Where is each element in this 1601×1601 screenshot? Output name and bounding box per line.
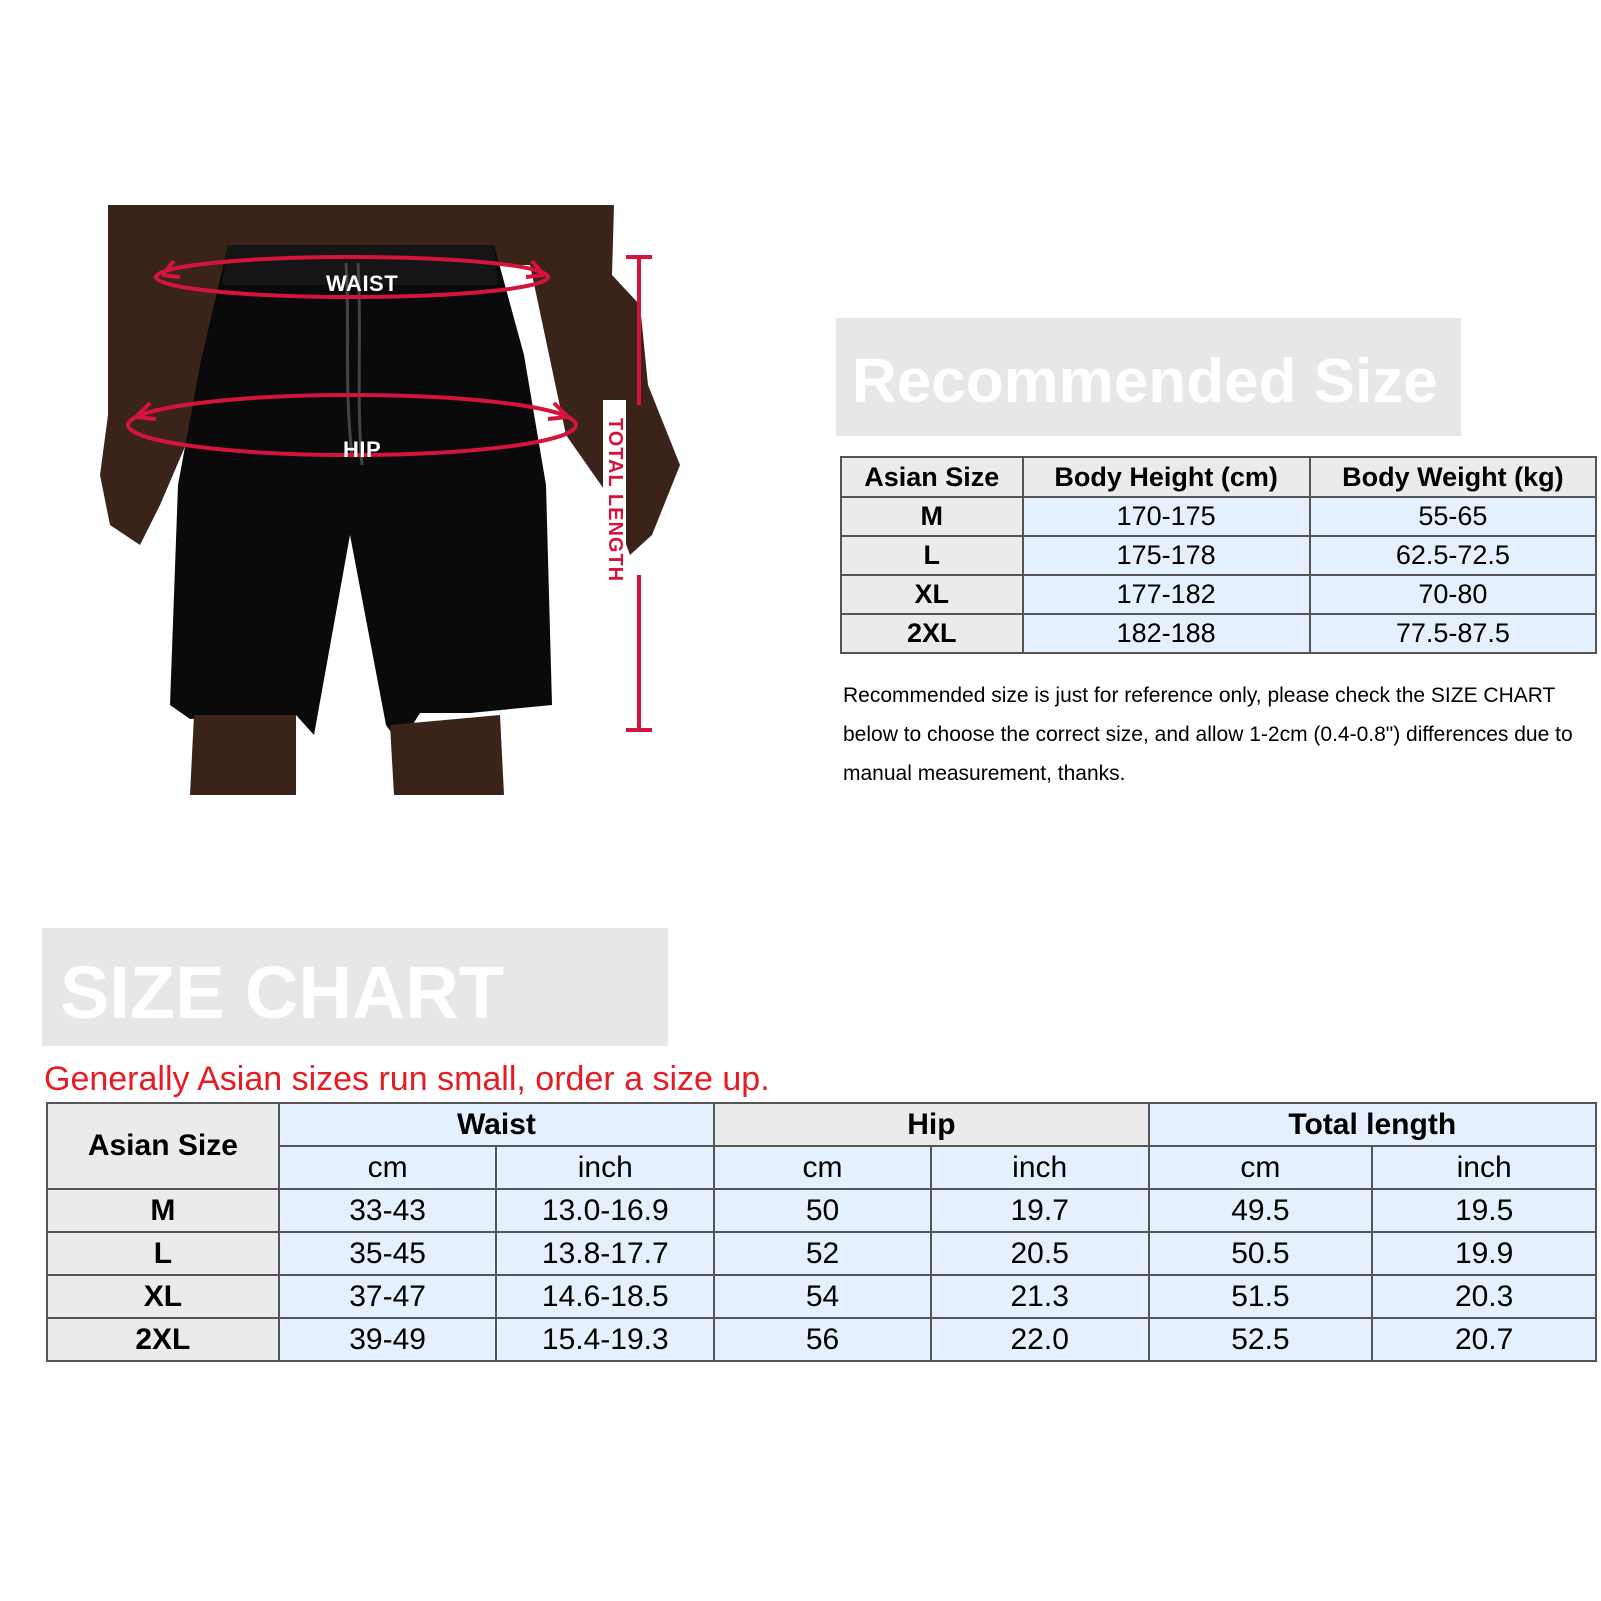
waist-label: WAIST xyxy=(326,271,399,296)
value-cell: 20.5 xyxy=(931,1232,1149,1275)
left-leg xyxy=(190,715,296,795)
unit-header: cm xyxy=(279,1146,497,1189)
header-hip: Hip xyxy=(714,1103,1148,1146)
recommended-size-note: Recommended size is just for reference only, please check the SIZE CHART below to choose the correct size, and allow 1-2cm (0.4-0.8") differences due to manual measurement, thanks. xyxy=(843,684,1573,785)
height-cell: 177-182 xyxy=(1023,575,1310,614)
value-cell: 20.7 xyxy=(1372,1318,1596,1361)
unit-header: inch xyxy=(931,1146,1149,1189)
value-cell: 37-47 xyxy=(279,1275,497,1318)
size-chart-title: SIZE CHART xyxy=(42,928,668,1046)
value-cell: 50 xyxy=(714,1189,931,1232)
value-cell: 21.3 xyxy=(931,1275,1149,1318)
value-cell: 13.8-17.7 xyxy=(496,1232,714,1275)
table-row xyxy=(841,536,1596,575)
size-cell: L xyxy=(841,536,1023,575)
value-cell: 19.9 xyxy=(1372,1232,1596,1275)
size-cell: L xyxy=(47,1232,279,1275)
height-cell: 182-188 xyxy=(1023,614,1310,653)
unit-header: inch xyxy=(496,1146,714,1189)
value-cell: 39-49 xyxy=(279,1318,497,1361)
recommended-size-title: Recommended Size xyxy=(836,318,1461,436)
size-cell: M xyxy=(841,497,1023,536)
size-warning-text: Generally Asian sizes run small, order a size up. xyxy=(44,1060,770,1098)
value-cell: 51.5 xyxy=(1149,1275,1373,1318)
table-row xyxy=(47,1189,1596,1232)
unit-header: cm xyxy=(714,1146,931,1189)
value-cell: 33-43 xyxy=(279,1189,497,1232)
size-cell: M xyxy=(47,1189,279,1232)
weight-cell: 55-65 xyxy=(1310,497,1596,536)
size-cell: 2XL xyxy=(47,1318,279,1361)
table-unit-row xyxy=(47,1146,1596,1189)
header-waist: Waist xyxy=(279,1103,714,1146)
value-cell: 54 xyxy=(714,1275,931,1318)
shorts-measurement-figure xyxy=(100,205,680,795)
table-row xyxy=(841,614,1596,653)
value-cell: 35-45 xyxy=(279,1232,497,1275)
value-cell: 52 xyxy=(714,1232,931,1275)
value-cell: 13.0-16.9 xyxy=(496,1189,714,1232)
height-cell: 170-175 xyxy=(1023,497,1310,536)
value-cell: 56 xyxy=(714,1318,931,1361)
table-row xyxy=(47,1232,1596,1275)
header-asian-size: Asian Size xyxy=(47,1103,279,1189)
table-header-row xyxy=(47,1103,1596,1146)
unit-header: cm xyxy=(1149,1146,1373,1189)
header-total-length: Total length xyxy=(1149,1103,1596,1146)
recommended-size-table xyxy=(840,456,1597,654)
right-leg xyxy=(390,715,504,795)
table-row xyxy=(841,575,1596,614)
height-cell: 175-178 xyxy=(1023,536,1310,575)
header-body-height: Body Height (cm) xyxy=(1023,457,1310,497)
value-cell: 15.4-19.3 xyxy=(496,1318,714,1361)
weight-cell: 77.5-87.5 xyxy=(1310,614,1596,653)
size-cell: XL xyxy=(47,1275,279,1318)
size-chart-table xyxy=(46,1102,1597,1362)
size-cell: XL xyxy=(841,575,1023,614)
value-cell: 52.5 xyxy=(1149,1318,1373,1361)
hip-label: HIP xyxy=(343,437,382,462)
weight-cell: 62.5-72.5 xyxy=(1310,536,1596,575)
weight-cell: 70-80 xyxy=(1310,575,1596,614)
value-cell: 19.7 xyxy=(931,1189,1149,1232)
value-cell: 19.5 xyxy=(1372,1189,1596,1232)
table-header-row xyxy=(841,457,1596,497)
shorts-body xyxy=(170,245,552,745)
value-cell: 22.0 xyxy=(931,1318,1149,1361)
total-length-label: TOTAL LENGTH xyxy=(603,400,626,600)
unit-header: inch xyxy=(1372,1146,1596,1189)
value-cell: 49.5 xyxy=(1149,1189,1373,1232)
table-row xyxy=(47,1275,1596,1318)
size-cell: 2XL xyxy=(841,614,1023,653)
header-body-weight: Body Weight (kg) xyxy=(1310,457,1596,497)
value-cell: 20.3 xyxy=(1372,1275,1596,1318)
value-cell: 50.5 xyxy=(1149,1232,1373,1275)
table-row xyxy=(47,1318,1596,1361)
table-row xyxy=(841,497,1596,536)
value-cell: 14.6-18.5 xyxy=(496,1275,714,1318)
header-asian-size: Asian Size xyxy=(841,457,1023,497)
